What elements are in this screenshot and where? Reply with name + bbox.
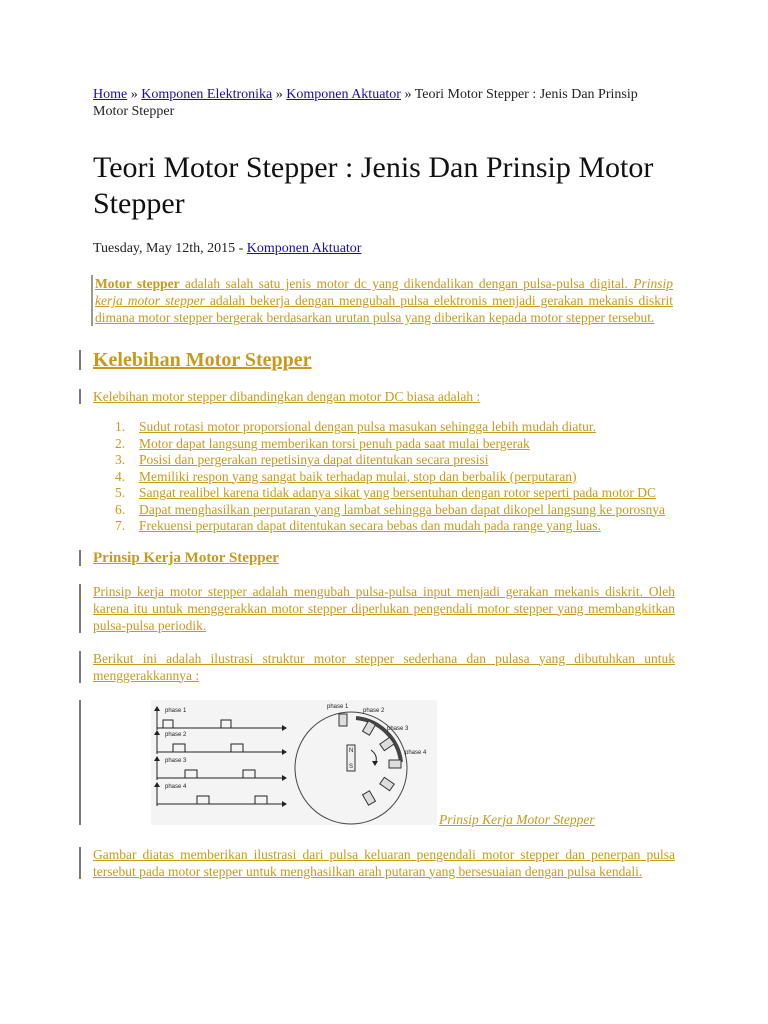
section-heading-prinsip-text: Prinsip Kerja Motor Stepper xyxy=(93,549,279,566)
prinsip-paragraph-1 xyxy=(93,583,675,634)
phase-2-label: phase 2 xyxy=(165,731,187,738)
list-item xyxy=(93,469,675,486)
paragraph-marker xyxy=(79,584,81,633)
paragraph-marker xyxy=(79,389,81,404)
section-marker xyxy=(79,350,81,370)
paragraph-marker xyxy=(79,847,81,879)
breadcrumb-separator: » xyxy=(127,87,142,102)
rotor-north-label: N xyxy=(349,747,354,754)
article xyxy=(93,86,675,880)
figure-marker xyxy=(79,700,81,825)
list-item-text: Dapat menghasilkan perputaran yang lambat sehingga beban dapat dikopel langsung ke porosnya xyxy=(139,501,665,517)
phase-4-label: phase 4 xyxy=(165,783,187,790)
paragraph-marker xyxy=(79,651,81,683)
prinsip-paragraph-2 xyxy=(93,650,675,684)
list-item xyxy=(93,502,675,519)
motor-phase-1-label: phase 1 xyxy=(327,703,349,710)
list-item-text: Posisi dan pergerakan repetisinya dapat ditentukan secara presisi xyxy=(139,452,489,467)
kelebihan-lead-text: Kelebihan motor stepper dibandingkan dengan motor DC biasa adalah : xyxy=(93,389,481,404)
prinsip-paragraph-3-text: Gambar diatas memberikan ilustrasi dari pulsa keluaran pengendali motor stepper dan penerpan pulsa tersebut pada motor stepper untuk menghasilkan arah putaran yang bersesuaian dengan pulsa kendali. xyxy=(93,846,675,879)
list-item xyxy=(93,485,675,502)
list-number: 4. xyxy=(115,468,126,484)
list-number: 3. xyxy=(115,452,126,467)
list-number: 5. xyxy=(115,485,126,500)
section-heading-kelebihan xyxy=(93,348,675,372)
figure-caption-link[interactable]: Prinsip Kerja Motor Stepper xyxy=(439,811,595,827)
list-item-text: Sudut rotasi motor proporsional dengan pulsa masukan sehingga lebih mudah diatur. xyxy=(139,419,597,434)
list-item-text: Frekuensi perputaran dapat ditentukan secara bebas dan mudah pada range yang luas. xyxy=(139,518,601,533)
list-item-text: Motor dapat langsung memberikan torsi penuh pada saat mulai bergerak xyxy=(139,435,530,451)
rotor-south-label: S xyxy=(349,763,354,770)
breadcrumb-komponen-aktuator-link[interactable]: Komponen Aktuator xyxy=(286,87,401,102)
prinsip-paragraph-1-text: Prinsip kerja motor stepper adalah mengubah pulsa-pulsa input menjadi gerakan mekanis diskrit. Oleh karena itu untuk menggerakkan motor stepper diperlukan pengendali motor stepper yang membangkitkan pulsa-pulsa periodik. xyxy=(93,583,675,633)
breadcrumb-current: Teori Motor Stepper : Jenis Dan Prinsip Motor Stepper xyxy=(93,87,638,119)
list-number: 6. xyxy=(115,501,126,517)
list-item xyxy=(93,518,675,535)
post-category-link[interactable]: Komponen Aktuator xyxy=(246,241,362,256)
phase-1-label: phase 1 xyxy=(165,707,187,714)
kelebihan-lead xyxy=(93,388,675,405)
breadcrumb-separator: » xyxy=(400,87,415,102)
stepper-motor-diagram xyxy=(151,700,437,825)
list-item xyxy=(93,452,675,469)
stepper-motor-figure xyxy=(151,700,437,825)
motor-phase-2-label: phase 2 xyxy=(363,707,385,714)
intro-text-1: adalah salah satu jenis motor dc yang dikendalikan dengan pulsa-pulsa digital. xyxy=(179,276,634,291)
post-date: Tuesday, May 12th, 2015 - xyxy=(93,241,247,256)
motor-phase-4-label: phase 4 xyxy=(405,749,427,756)
section-marker xyxy=(79,550,81,566)
breadcrumb-komponen-elektronika-link[interactable]: Komponen Elektronika xyxy=(141,87,273,102)
page-title: Teori Motor Stepper : Jenis Dan Prinsip Motor Stepper xyxy=(93,151,654,220)
list-number: 2. xyxy=(115,435,126,451)
section-heading-prinsip xyxy=(93,549,675,567)
list-item-text: Sangat realibel karena tidak adanya sikat yang bersentuhan dengan rotor seperti pada motor DC xyxy=(139,485,656,500)
section-heading-kelebihan-text: Kelebihan Motor Stepper xyxy=(93,349,312,371)
intro-paragraph xyxy=(91,275,673,326)
list-number: 7. xyxy=(115,518,126,533)
intro-term-2[interactable]: Prinsip kerja motor stepper xyxy=(95,276,673,308)
figure-row xyxy=(93,700,675,830)
prinsip-paragraph-3 xyxy=(93,846,675,880)
list-number: 1. xyxy=(115,419,126,434)
pulse-waveforms xyxy=(157,708,285,806)
list-item xyxy=(93,419,675,436)
motor-phase-3-label: phase 3 xyxy=(387,725,409,732)
list-item xyxy=(93,436,675,453)
breadcrumb xyxy=(93,86,675,120)
post-meta xyxy=(93,240,675,257)
breadcrumb-separator: » xyxy=(272,87,287,102)
intro-term[interactable]: Motor stepper xyxy=(95,276,180,291)
phase-3-label: phase 3 xyxy=(165,757,187,764)
breadcrumb-home-link[interactable]: Home xyxy=(93,87,128,102)
intro-text-2: adalah bekerja dengan mengubah pulsa elektronis menjadi gerakan mekanis diskrit dimana motor stepper bergerak berdasarkan urutan pulsa yang diberikan kepada motor stepper tersebut. xyxy=(95,293,673,325)
list-item-text: Memiliki respon yang sangat baik terhadap mulai, stop dan berbalik (perputaran) xyxy=(139,468,577,484)
advantages-list xyxy=(93,419,675,535)
prinsip-paragraph-2-text: Berikut ini adalah ilustrasi struktur motor stepper sederhana dan pulasa yang dibutuhkan untuk menggerakkannya : xyxy=(93,650,675,683)
